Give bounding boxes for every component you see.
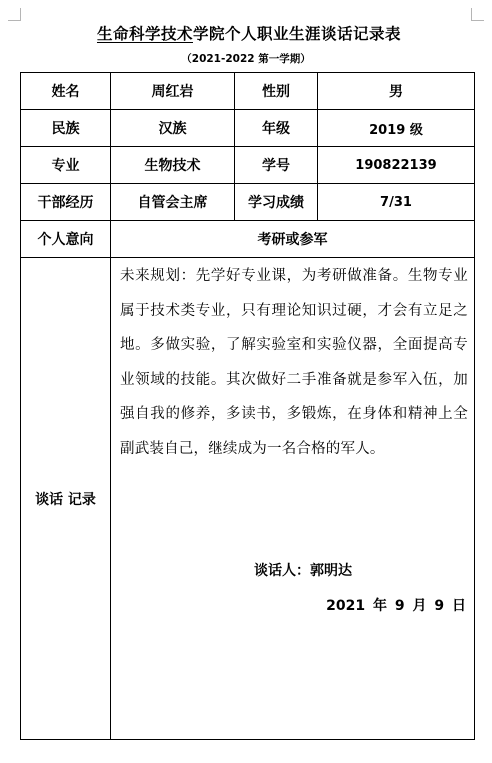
document-subtitle: （2021-2022 第一学期） — [181, 53, 311, 65]
label-personal-intent: 个人意向 — [21, 221, 111, 258]
label-academic-rank: 学习成绩 — [235, 184, 318, 221]
title-rest: 学院个人职业生涯谈话记录表 — [193, 25, 402, 43]
table-row-talk-record — [21, 258, 475, 740]
value-personal-intent: 考研或参军 — [111, 221, 475, 258]
document-title — [0, 22, 492, 44]
page-corner-mark-left — [8, 8, 21, 21]
page-corner-mark-right — [471, 8, 484, 21]
talk-date: 2021 年 9 月 9 日 — [326, 598, 466, 614]
label-cadre-experience: 干部经历 — [21, 184, 111, 221]
table-row — [21, 110, 475, 147]
label-grade: 年级 — [235, 110, 318, 147]
value-academic-rank: 7/31 — [318, 184, 475, 221]
label-talk-record: 谈话 记录 — [21, 258, 111, 740]
value-gender: 男 — [318, 73, 475, 110]
title-college-name: 生命科学技术 — [96, 25, 193, 43]
talk-record-content: 未来规划：先学好专业课，为考研做准备。生物专业属于技术类专业，只有理论知识过硬，才会有立足之地。多做实验，了解实验室和实验仪器，全面提高专业领域的技能。其次做好二手准备就是参军入伍，加强自我的修养，多读书，多锻炼，在身体和精神上全副武装自己，继续成为一名合格的军人。 — [120, 268, 468, 457]
label-name: 姓名 — [21, 73, 111, 110]
table-row — [21, 147, 475, 184]
value-name: 周红岩 — [111, 73, 235, 110]
label-gender: 性别 — [235, 73, 318, 110]
table-row — [21, 184, 475, 221]
talk-signer: 谈话人：郭明达 — [254, 563, 352, 579]
value-major: 生物技术 — [111, 147, 235, 184]
label-major: 专业 — [21, 147, 111, 184]
table-row — [21, 221, 475, 258]
label-ethnicity: 民族 — [21, 110, 111, 147]
record-table — [20, 72, 475, 740]
value-student-id: 190822139 — [318, 147, 475, 184]
table-row — [21, 73, 475, 110]
label-student-id: 学号 — [235, 147, 318, 184]
value-grade: 2019 级 — [318, 110, 475, 147]
value-ethnicity: 汉族 — [111, 110, 235, 147]
talk-record-cell — [111, 258, 475, 740]
value-cadre-experience: 自管会主席 — [111, 184, 235, 221]
